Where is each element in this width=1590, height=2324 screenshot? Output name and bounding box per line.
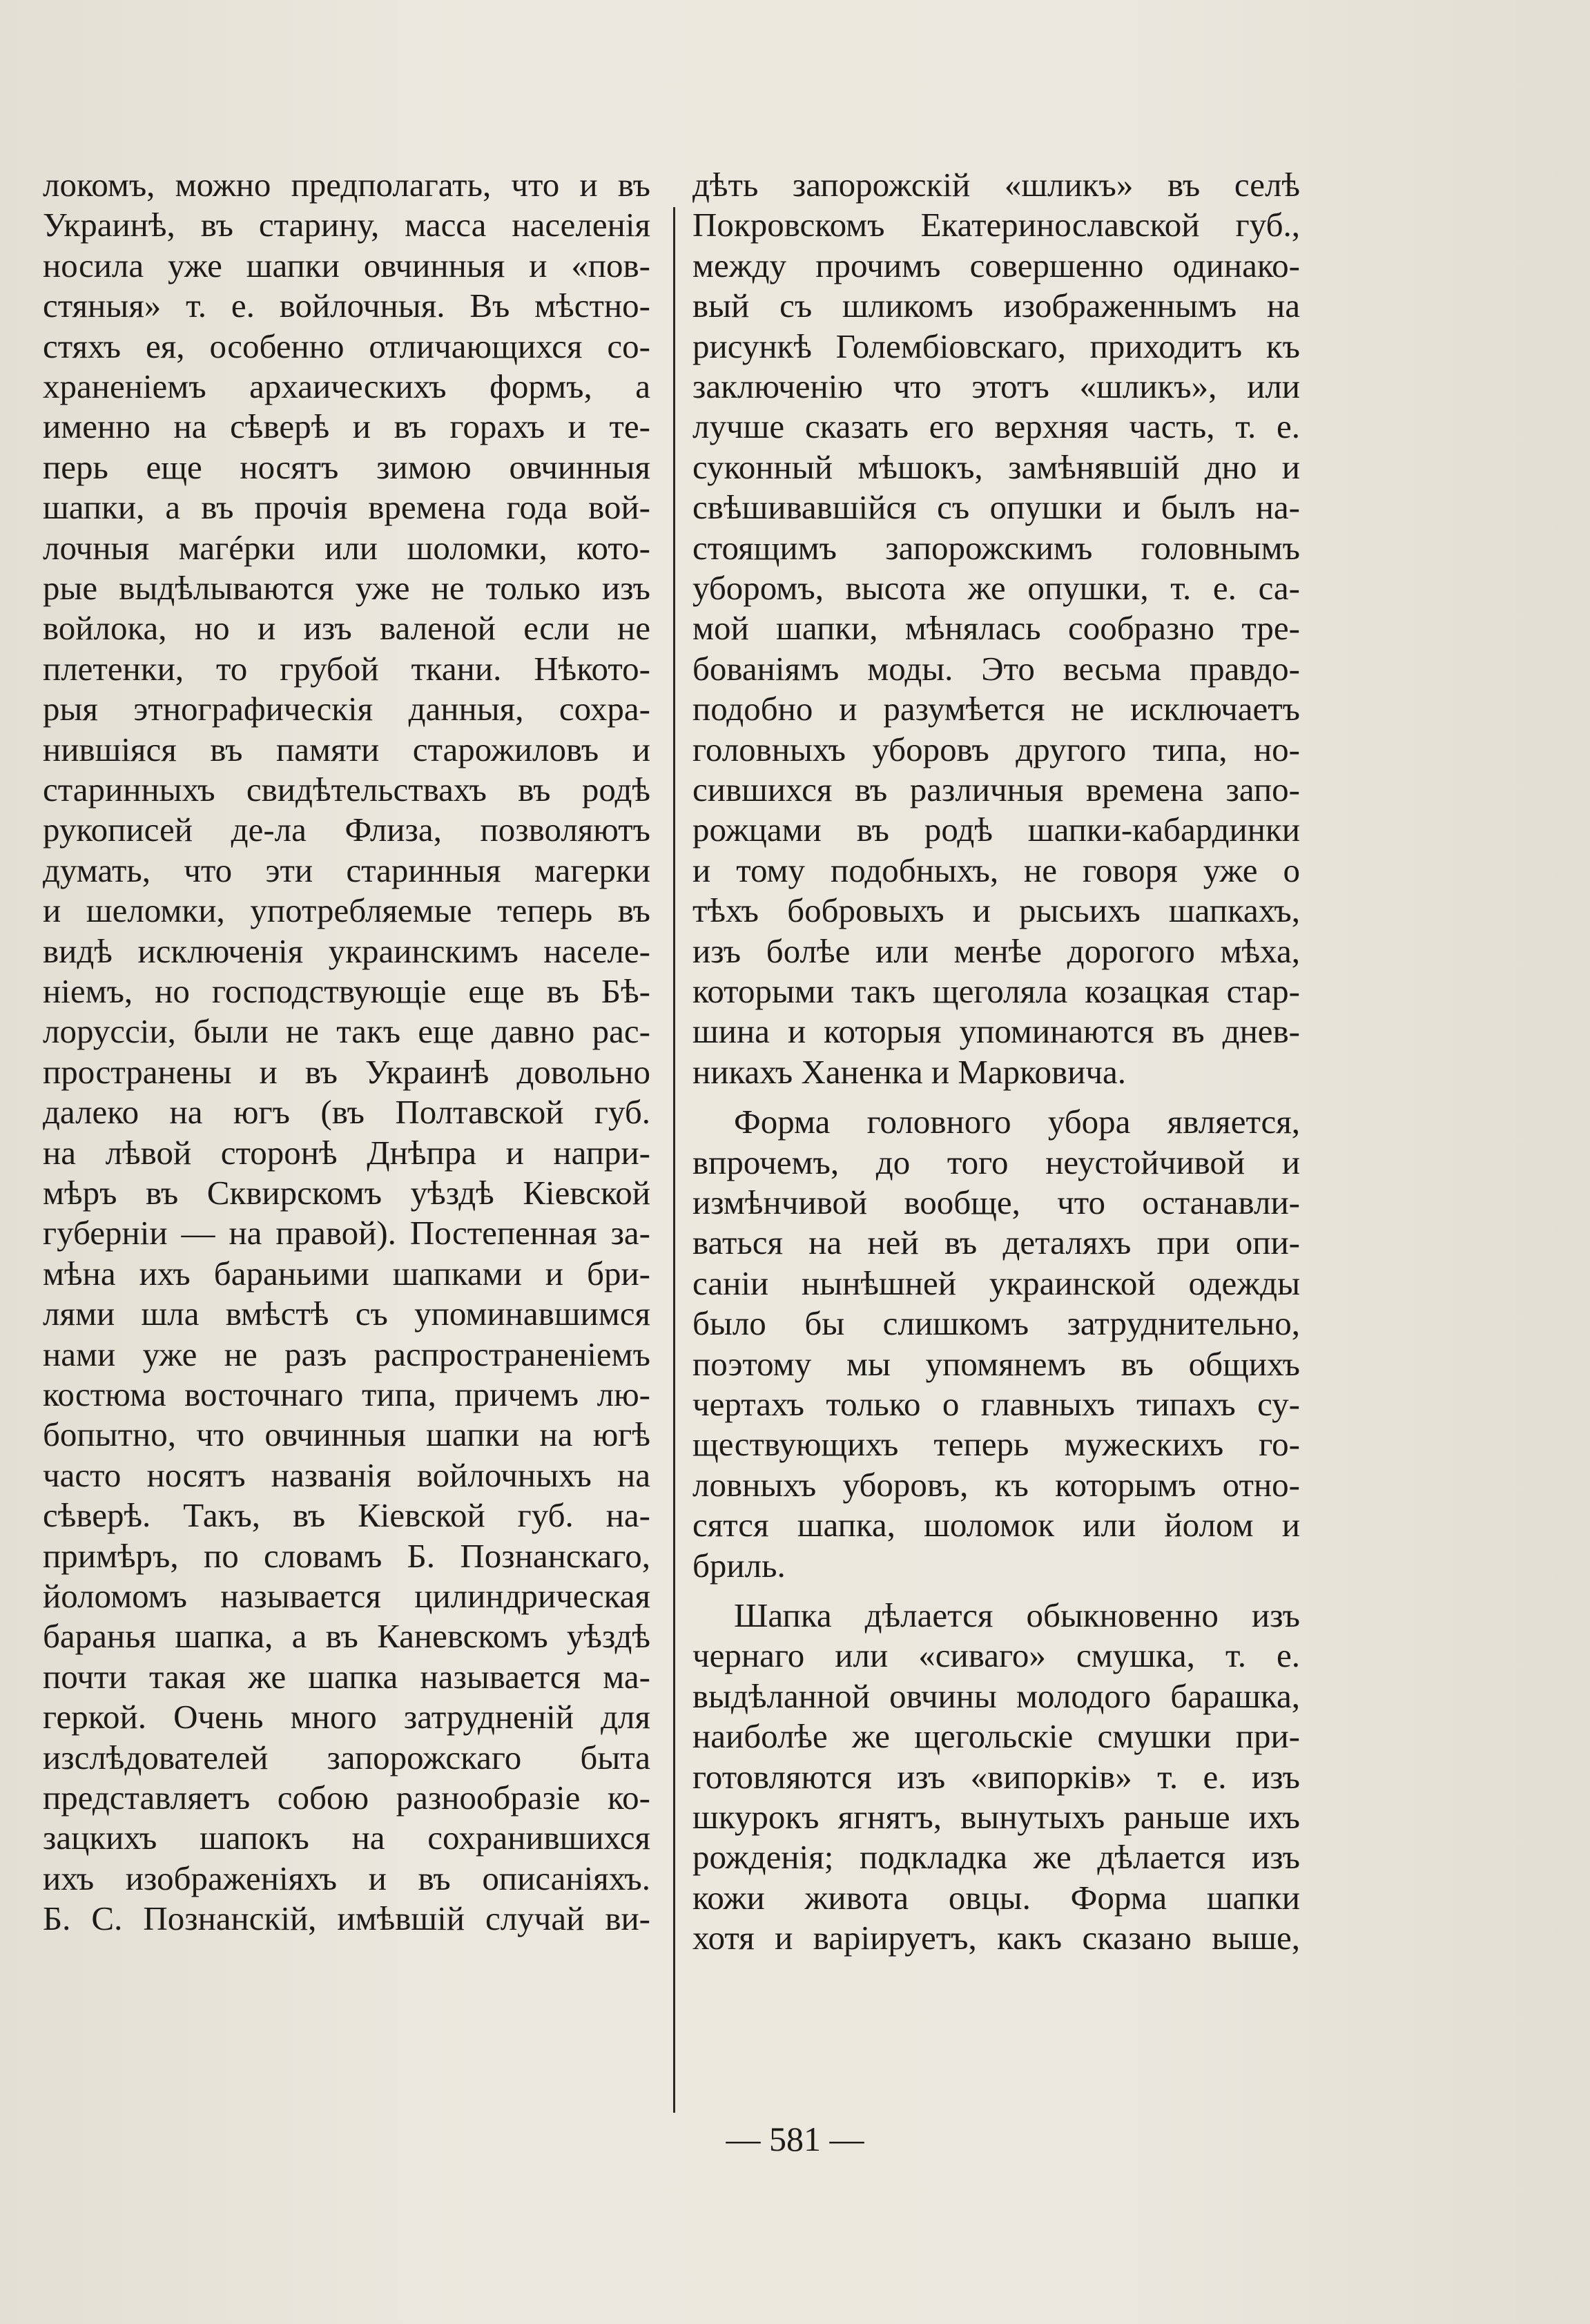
text-line: нившіяся въ памяти старожиловъ и xyxy=(43,730,650,768)
text-line: Покровскомъ Екатеринославской губ., xyxy=(692,206,1300,244)
text-line: носила уже шапки овчинныя и «пов- xyxy=(43,246,650,284)
text-line: рожденія; подкладка же дѣлается изъ xyxy=(692,1838,1300,1877)
text-line: ществующихъ теперь мужескихъ го- xyxy=(692,1425,1300,1464)
text-line: почти такая же шапка называется ма- xyxy=(43,1657,650,1696)
text-line: йоломомъ называется цилиндрическая xyxy=(43,1577,650,1615)
text-line: кожи живота овцы. Форма шапки xyxy=(692,1878,1300,1917)
text-line: Шапка дѣлается обыкновенно изъ xyxy=(734,1596,1300,1634)
text-line: плетенки, то грубой ткани. Нѣкото- xyxy=(43,649,650,688)
text-line: костюма восточнаго типа, причемъ лю- xyxy=(43,1375,650,1413)
text-line: стоящимъ запорожскимъ головнымъ xyxy=(692,528,1300,567)
text-line: рые выдѣлываются уже не только изъ xyxy=(43,569,650,607)
text-line: саніи нынѣшней украинской одежды xyxy=(692,1263,1300,1302)
text-line: рожцами въ родѣ шапки-кабардинки xyxy=(692,811,1300,849)
text-line: которыми такъ щеголяла козацкая стар- xyxy=(692,972,1300,1010)
text-line: думать, что эти старинныя магерки xyxy=(43,851,650,889)
text-line: Б. С. Познанскій, имѣвшій случай ви- xyxy=(43,1899,650,1938)
text-line: заключенію что этотъ «шликъ», или xyxy=(692,367,1300,405)
text-line: шина и которыя упоминаются въ днев- xyxy=(692,1012,1300,1051)
column-divider xyxy=(673,207,675,2113)
text-line: шкурокъ ягнятъ, вынутыхъ раньше ихъ xyxy=(692,1798,1300,1836)
text-line: сѣверѣ. Такъ, въ Кіевской губ. на- xyxy=(43,1496,650,1535)
text-line: изслѣдователей запорожскаго быта xyxy=(43,1738,650,1776)
text-line: бованіямъ моды. Это весьма правдо- xyxy=(692,649,1300,688)
text-line: рыя этнографическія данныя, сохра- xyxy=(43,690,650,728)
page-number: — 581 — xyxy=(726,2120,864,2158)
text-line: никахъ Ханенка и Марковича. xyxy=(692,1052,1126,1091)
text-line: сятся шапка, шоломок или йолом и xyxy=(692,1506,1300,1545)
text-line: ніемъ, но господствующіе еще въ Бѣ- xyxy=(43,972,650,1010)
text-line: свѣшивавшійся съ опушки и былъ на- xyxy=(692,488,1300,527)
text-line: зацкихъ шапокъ на сохранившихся xyxy=(43,1819,650,1857)
text-line: стяныя» т. е. войлочныя. Въ мѣстно- xyxy=(43,287,650,325)
text-line: готовляются изъ «випорків» т. е. изъ xyxy=(692,1757,1300,1796)
text-line: подобно и разумѣется не исключаетъ xyxy=(692,690,1300,728)
text-line: вый съ шликомъ изображеннымъ на xyxy=(692,287,1300,325)
text-line: уборомъ, высота же опушки, т. е. са- xyxy=(692,569,1300,607)
text-line: геркой. Очень много затрудненій для xyxy=(43,1698,650,1736)
text-line: видѣ исключенія украинскимъ населе- xyxy=(43,931,650,970)
text-line: впрочемъ, до того неустойчивой и xyxy=(692,1143,1300,1181)
text-line: старинныхъ свидѣтельствахъ въ родѣ xyxy=(43,771,650,808)
text-line: рисункѣ Голембіовскаго, приходитъ къ xyxy=(692,327,1300,365)
text-line: перь еще носятъ зимою овчинныя xyxy=(43,447,650,486)
text-line: было бы слишкомъ затруднительно, xyxy=(692,1304,1300,1343)
text-line: нами уже не разъ распространеніемъ xyxy=(43,1335,650,1373)
text-line: ловныхъ уборовъ, къ которымъ отно- xyxy=(692,1465,1300,1504)
text-line: измѣнчивой вообще, что останавли- xyxy=(692,1183,1300,1221)
text-line: сившихся въ различныя времена запо- xyxy=(692,771,1300,808)
text-line: губерніи — на правой). Постепенная за- xyxy=(43,1214,650,1252)
text-line: между прочимъ совершенно одинако- xyxy=(692,246,1300,284)
text-line: бопытно, что овчинныя шапки на югѣ xyxy=(43,1415,650,1454)
text-line: именно на сѣверѣ и въ горахъ и те- xyxy=(43,407,650,446)
text-line: дѣть запорожскій «шликъ» въ селѣ xyxy=(692,166,1300,204)
text-line: часто носятъ названія войлочныхъ на xyxy=(43,1455,650,1494)
text-line: лучше сказать его верхняя часть, т. е. xyxy=(692,407,1300,446)
text-line: локомъ, можно предполагать, что и въ xyxy=(43,166,650,204)
text-line: примѣръ, по словамъ Б. Познанскаго, xyxy=(43,1536,650,1575)
text-line: лочныя магéрки или шоломки, кото- xyxy=(43,528,650,567)
text-line: мѣръ въ Сквирскомъ уѣздѣ Кіевской xyxy=(43,1174,650,1212)
text-line: и тому подобныхъ, не говоря уже о xyxy=(692,851,1300,889)
text-line: чернаго или «сиваго» смушка, т. е. xyxy=(692,1636,1300,1675)
text-line: наиболѣе же щегольскіе смушки при- xyxy=(692,1717,1300,1756)
text-line: и шеломки, употребляемые теперь въ xyxy=(43,891,650,930)
text-line: лями шла вмѣстѣ съ упоминавшимся xyxy=(43,1295,650,1333)
text-line: шапки, а въ прочія времена года вой- xyxy=(43,488,650,527)
text-line: изъ болѣе или менѣе дорогого мѣха, xyxy=(692,931,1300,970)
text-line: мѣна ихъ бараньими шапками и бри- xyxy=(43,1254,650,1292)
text-line: Украинѣ, въ старину, масса населенія xyxy=(43,206,650,244)
text-line: стяхъ ея, особенно отличающихся со- xyxy=(43,327,650,365)
text-line: чертахъ только о главныхъ типахъ су- xyxy=(692,1385,1300,1423)
text-line: пространены и въ Украинѣ довольно xyxy=(43,1052,650,1091)
text-line: тѣхъ бобровыхъ и рысьихъ шапкахъ, xyxy=(692,891,1300,930)
text-line: рукописей де-ла Флиза, позволяютъ xyxy=(43,811,650,849)
text-line: на лѣвой сторонѣ Днѣпра и напри- xyxy=(43,1133,650,1172)
text-line: далеко на югъ (въ Полтавской губ. xyxy=(43,1093,650,1132)
text-line: ихъ изображеніяхъ и въ описаніяхъ. xyxy=(43,1859,650,1897)
text-line: мой шапки, мѣнялась сообразно тре- xyxy=(692,609,1300,648)
text-line: выдѣланной овчины молодого барашка, xyxy=(692,1676,1300,1715)
text-line: бриль. xyxy=(692,1546,786,1585)
text-line: Форма головного убора является, xyxy=(734,1103,1300,1141)
text-line: ваться на ней въ деталяхъ при опи- xyxy=(692,1223,1300,1262)
text-line: баранья шапка, а въ Каневскомъ уѣздѣ xyxy=(43,1617,650,1656)
text-line: войлока, но и изъ валеной если не xyxy=(43,609,650,648)
text-line: представляетъ собою разнообразіе ко- xyxy=(43,1779,650,1817)
text-line: лоруссіи, были не такъ еще давно рас- xyxy=(43,1012,650,1051)
text-line: храненіемъ архаическихъ формъ, а xyxy=(43,367,650,405)
text-line: поэтому мы упомянемъ въ общихъ xyxy=(692,1344,1300,1383)
text-line: головныхъ уборовъ другого типа, но- xyxy=(692,730,1300,768)
text-line: хотя и варіируетъ, какъ сказано выше, xyxy=(692,1919,1300,1957)
text-line: суконный мѣшокъ, замѣнявшій дно и xyxy=(692,447,1300,486)
